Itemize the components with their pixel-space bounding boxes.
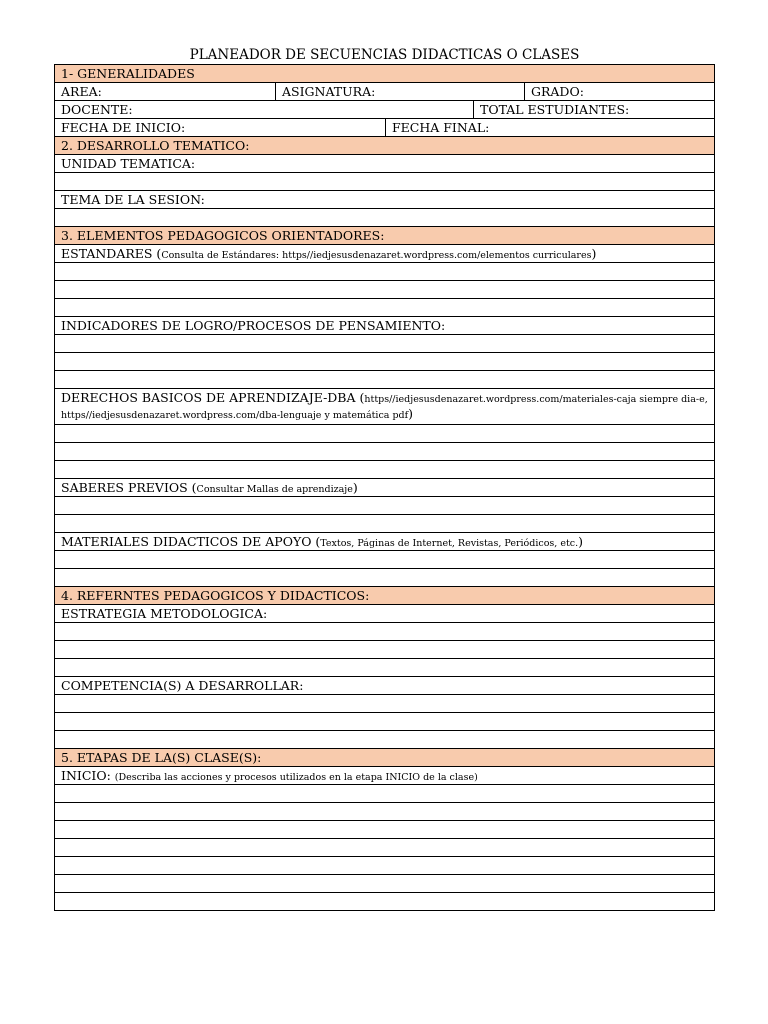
section-1-header <box>55 65 714 83</box>
indicadores-label: INDICADORES DE LOGRO/PROCESOS DE PENSAMIENTO: <box>61 318 446 333</box>
inicio-label: INICIO: (Describa las acciones y procesos utilizados en la etapa INICIO de la clase) <box>61 768 478 783</box>
blank-line[interactable] <box>55 641 714 659</box>
section-2-header <box>55 137 714 155</box>
row-area <box>55 83 714 101</box>
indicadores-row <box>55 317 714 335</box>
saberes-row <box>55 479 714 497</box>
blank-line[interactable] <box>55 515 714 533</box>
total-estudiantes-field[interactable]: TOTAL ESTUDIANTES: <box>473 101 714 118</box>
blank-line[interactable] <box>55 731 714 749</box>
section-3-header <box>55 227 714 245</box>
estrategia-label: ESTRATEGIA METODOLOGICA: <box>61 606 268 621</box>
blank-line[interactable] <box>55 785 714 803</box>
estandares-note: Consulta de Estándares: https//iedjesusdenazaret.wordpress.com/elementos curriculares <box>161 250 592 261</box>
fecha-inicio-field[interactable]: FECHA DE INICIO: <box>61 120 186 135</box>
fecha-final-field[interactable]: FECHA FINAL: <box>385 119 714 136</box>
dba-label: DERECHOS BASICOS DE APRENDIZAJE-DBA (https//iedjesusdenazaret.wordpress.com/materiales-caja siempre dia-e, https//iedjesusdenazaret.wordpress.com/dba-lenguaje y matemática pdf) <box>61 390 708 421</box>
saberes-label: SABERES PREVIOS (Consultar Mallas de aprendizaje) <box>61 480 358 495</box>
section-5-header <box>55 749 714 767</box>
estandares-label: ESTANDARES (Consulta de Estándares: https//iedjesusdenazaret.wordpress.com/elementos curriculares) <box>61 246 597 261</box>
grado-field[interactable]: GRADO: <box>524 83 714 100</box>
section-5-title: 5. ETAPAS DE LA(S) CLASE(S): <box>61 750 262 765</box>
tema-sesion-row <box>55 191 714 209</box>
asignatura-field[interactable]: ASIGNATURA: <box>275 83 524 100</box>
blank-line[interactable] <box>55 425 714 443</box>
section-1-title: 1- GENERALIDADES <box>61 66 195 81</box>
blank-line[interactable] <box>55 209 714 227</box>
section-4-header <box>55 587 714 605</box>
blank-line[interactable] <box>55 281 714 299</box>
dba-row <box>55 389 714 425</box>
blank-line[interactable] <box>55 443 714 461</box>
blank-line[interactable] <box>55 857 714 875</box>
blank-line[interactable] <box>55 839 714 857</box>
area-field[interactable]: AREA: <box>61 84 102 99</box>
blank-line[interactable] <box>55 713 714 731</box>
row-fechas <box>55 119 714 137</box>
blank-line[interactable] <box>55 335 714 353</box>
blank-line[interactable] <box>55 821 714 839</box>
section-2-title: 2. DESARROLLO TEMATICO: <box>61 138 250 153</box>
blank-line[interactable] <box>55 551 714 569</box>
section-3-title: 3. ELEMENTOS PEDAGOGICOS ORIENTADORES: <box>61 228 385 243</box>
blank-line[interactable] <box>55 173 714 191</box>
docente-field[interactable]: DOCENTE: <box>61 102 133 117</box>
blank-line[interactable] <box>55 659 714 677</box>
estandares-row <box>55 245 714 263</box>
blank-line[interactable] <box>55 263 714 281</box>
lesson-planner-form <box>54 64 715 911</box>
row-docente <box>55 101 714 119</box>
unidad-tematica-row <box>55 155 714 173</box>
competencias-row <box>55 677 714 695</box>
blank-line[interactable] <box>55 875 714 893</box>
materiales-row <box>55 533 714 551</box>
blank-line[interactable] <box>55 497 714 515</box>
unidad-tematica-label: UNIDAD TEMATICA: <box>61 156 196 171</box>
inicio-note: (Describa las acciones y procesos utilizados en la etapa INICIO de la clase) <box>114 772 478 783</box>
inicio-row <box>55 767 714 785</box>
page-title: PLANEADOR DE SECUENCIAS DIDACTICAS O CLASES <box>189 47 580 63</box>
tema-sesion-label: TEMA DE LA SESION: <box>61 192 205 207</box>
blank-line[interactable] <box>55 569 714 587</box>
section-4-title: 4. REFERNTES PEDAGOGICOS Y DIDACTICOS: <box>61 588 370 603</box>
blank-line[interactable] <box>55 353 714 371</box>
blank-line[interactable] <box>55 371 714 389</box>
estrategia-row <box>55 605 714 623</box>
blank-line[interactable] <box>55 695 714 713</box>
blank-line[interactable] <box>55 623 714 641</box>
materiales-label: MATERIALES DIDACTICOS DE APOYO (Textos, Páginas de Internet, Revistas, Periódicos, etc.) <box>61 534 584 549</box>
materiales-note: Textos, Páginas de Internet, Revistas, Periódicos, etc. <box>320 538 579 549</box>
blank-line[interactable] <box>55 299 714 317</box>
competencias-label: COMPETENCIA(S) A DESARROLLAR: <box>61 678 304 693</box>
blank-line[interactable] <box>55 461 714 479</box>
saberes-note: Consultar Mallas de aprendizaje <box>196 484 353 495</box>
blank-line[interactable] <box>55 893 714 911</box>
blank-line[interactable] <box>55 803 714 821</box>
dba-note: https//iedjesusdenazaret.wordpress.com/materiales-caja siempre dia-e, https//iedjesusdenazaret.wordpress.com/dba-lenguaje y matemática pdf <box>61 394 708 421</box>
